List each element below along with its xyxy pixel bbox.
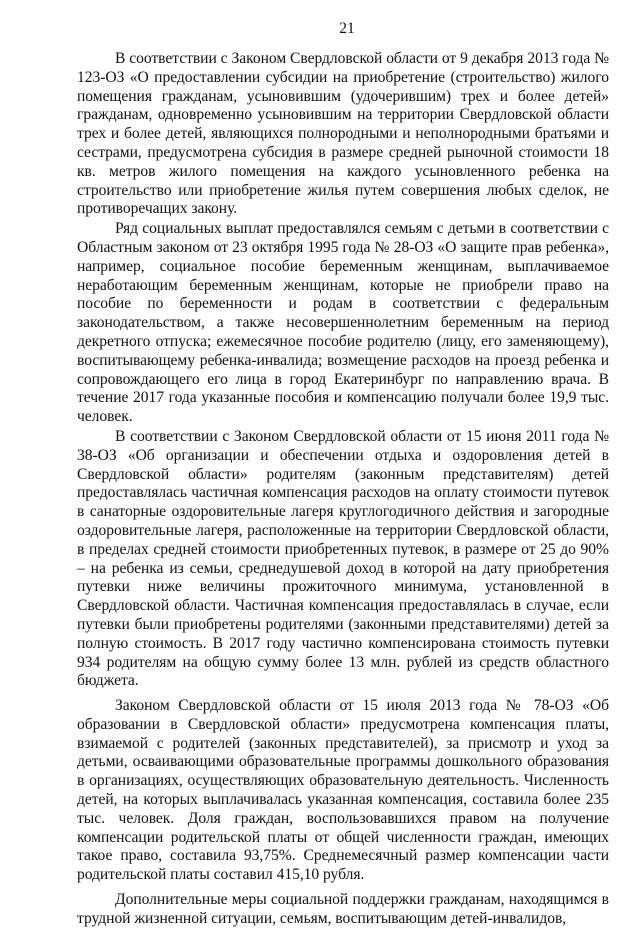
paragraph-education-compensation: Законом Свердловской области от 15 июля 2013 года № 78-ОЗ «Об образовании в Свердловской области» предусмотрена компенсация платы, взимаемой с родителей (законных представителей), за присмотр и уход за детьми, осваивающими образовательные программы дошкольного образования в организациях, осуществляющих образовательную деятельность. Численность детей, на которых выплачивалась указанная компенсация, составила более 235 тыс. человек. Доля граждан, воспользовавшихся правом на получение компенсации родительской платы от общей численности граждан, имеющих такое право, составила 93,75%. Среднемесячный размер компенсации части родительской платы составил 415,10 рубля. bbox=[77, 697, 609, 884]
paragraph-children-recreation: В соответствии с Законом Свердловской области от 15 июня 2011 года № 38-ОЗ «Об организации и обеспечении отдыха и оздоровления детей в Свердловской области» родителям (законным представителям) детей предоставлялась частичная компенсация расходов на оплату стоимости путевок в санаторные оздоровительные лагеря круглогодичного действия и загородные оздоровительные лагеря, расположенные на территории Свердловской области, в пределах средней стоимости приобретенных путевок, в размере от 25 до 90% – на ребенка из семьи, среднедушевой доход в которой на дату приобретения путевки ниже величины прожиточного минимума, установленной в Свердловской области. Частичная компенсация предоставлялась в случае, если путевки были приобретены родителями (законными представителями) детей за полную стоимость. В 2017 году частично компенсирована стоимость путевки 934 родителям на общую сумму более 13 млн. рублей из средств областного бюджета. bbox=[77, 427, 609, 690]
paragraph-housing-subsidy: В соответствии с Законом Свердловской области от 9 декабря 2013 года № 123-ОЗ «О предоставлении субсидии на приобретение (строительство) жилого помещения гражданам, усыновившим (удочерившим) трех и более детей» гражданам, одновременно усыновившим на территории Свердловской области трех и более детей, являющихся полнородными и неполнородными братьями и сестрами, предусмотрена субсидия в размере средней рыночной стоимости 18 кв. метров жилого помещения на каждого усыновленного ребенка на строительство или приобретение жилья путем совершения любых сделок, не противоречащих закону. bbox=[77, 50, 609, 218]
paragraph-additional-support: Дополнительные меры социальной поддержки гражданам, находящимся в трудной жизненной ситуации, семьям, воспитывающим детей-инвалидов, bbox=[77, 891, 609, 927]
paragraph-social-payments: Ряд социальных выплат предоставлялся семьям с детьми в соответствии с Областным законом от 23 октября 1995 года № 28-ОЗ «О защите прав ребенка», например, социальное пособие беременным женщинам, выплачиваемое неработающим беременным женщинам, которые не приобрели право на пособие по беременности и родам в соответствии с федеральным законодательством, а также несовершеннолетним беременным на период декретного отпуска; ежемесячное пособие родителю (лицу, его заменяющему), воспитывающему ребенка-инвалида; возмещение расходов на проезд ребенка и сопровождающего его лица в город Екатеринбург по направлению врача. В течение 2017 года указанные пособия и компенсацию получали более 19,9 тыс. человек. bbox=[77, 220, 609, 426]
page-number: 21 bbox=[339, 20, 355, 37]
